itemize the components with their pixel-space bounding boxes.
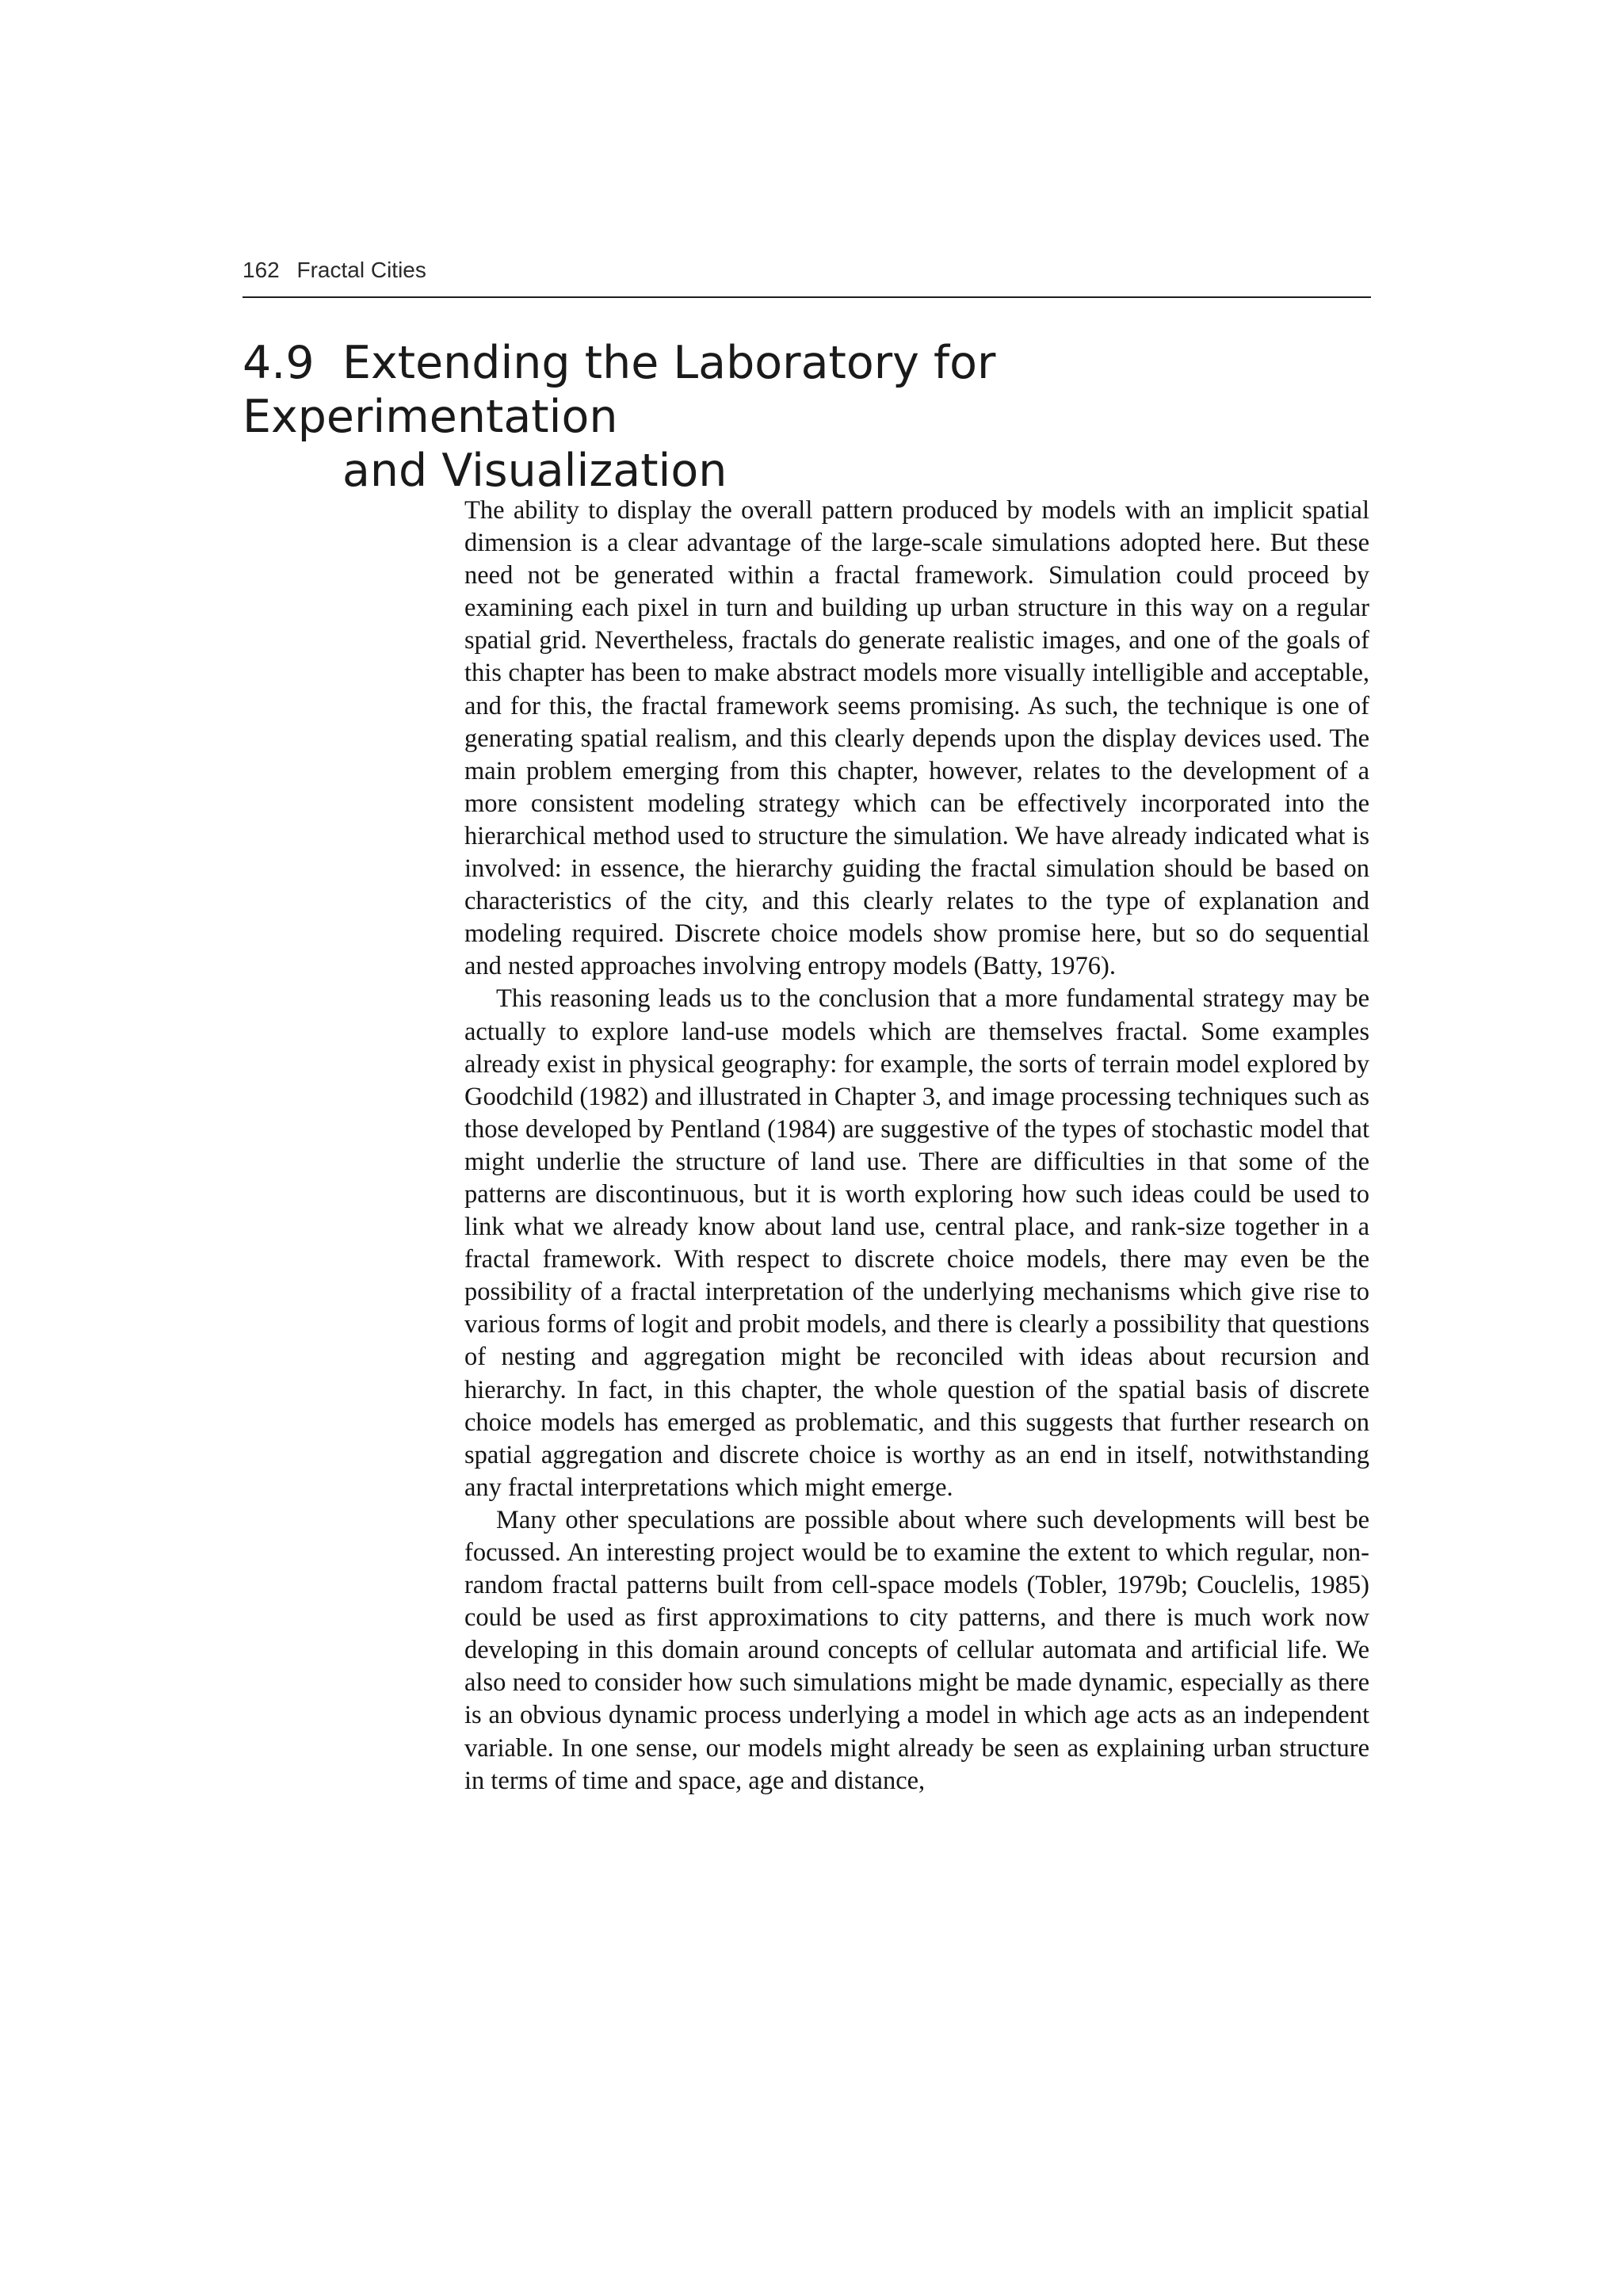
body-text xyxy=(464,495,1369,1797)
section-number: 4.9 xyxy=(242,337,315,389)
section-title-line-1: Extending the Laboratory for Experimentation xyxy=(242,337,996,443)
section-heading xyxy=(242,336,1371,498)
paragraph-3: Many other speculations are possible about where such developments will best be focussed. An interesting project would be to examine the extent to which regular, non-random fractal patterns built from cell-space models (Tobler, 1979b; Couclelis, 1985) could be used as first approximations to city patterns, and there is much work now developing in this domain around concepts of cellular automata and artificial life. We also need to consider how such simulations might be made dynamic, especially as there is an obvious dynamic process underlying a model in which age acts as an independent variable. In one sense, our models might already be seen as explaining urban structure in terms of time and space, age and distance, xyxy=(464,1505,1369,1795)
paragraph-1: The ability to display the overall pattern produced by models with an implicit spatial dimension is a clear advantage of the large-scale simulations adopted here. But these need not be generated within a fractal framework. Simulation could proceed by examining each pixel in turn and building up urban structure in this way on a regular spatial grid. Nevertheless, fractals do generate realistic images, and one of the goals of this chapter has been to make abstract models more visually intelligible and acceptable, and for this, the fractal framework seems promising. As such, the technique is one of generating spatial realism, and this clearly depends upon the display devices used. The main problem emerging from this chapter, however, relates to the development of a more consistent modeling strategy which can be effectively incorporated into the hierarchical method used to structure the simulation. We have already indicated what is involved: in essence, the hierarchy guiding the fractal simulation should be based on characteristics of the city, and this clearly relates to the type of explanation and modeling required. Discrete choice models show promise here, but so do sequential and nested approaches involving entropy models (Batty, 1976). xyxy=(464,496,1369,981)
header-rule xyxy=(242,296,1371,298)
book-title: Fractal Cities xyxy=(296,258,426,282)
section-title-line-2: and Visualization xyxy=(342,445,727,497)
page-number: 162 xyxy=(242,258,280,282)
running-head xyxy=(242,252,1371,288)
paragraph-2: This reasoning leads us to the conclusion that a more fundamental strategy may be actually to explore land-use models which are themselves fractal. Some examples already exist in physical geography: for example, the sorts of terrain model explored by Goodchild (1982) and illustrated in Chapter 3, and image processing techniques such as those developed by Pentland (1984) are suggestive of the types of stochastic model that might underlie the structure of land use. There are difficulties in that some of the patterns are discontinuous, but it is worth exploring how such ideas could be used to link what we already know about land use, central place, and rank-size together in a fractal framework. With respect to discrete choice models, there may even be the possibility of a fractal interpretation of the underlying mechanisms which give rise to various forms of logit and probit models, and there is clearly a possibility that questions of nesting and aggregation might be reconciled with ideas about recursion and hierarchy. In fact, in this chapter, the whole question of the spatial basis of discrete choice models has emerged as problematic, and this suggests that further research on spatial aggregation and discrete choice is worthy as an end in itself, notwithstanding any fractal interpretations which might emerge. xyxy=(464,984,1369,1502)
